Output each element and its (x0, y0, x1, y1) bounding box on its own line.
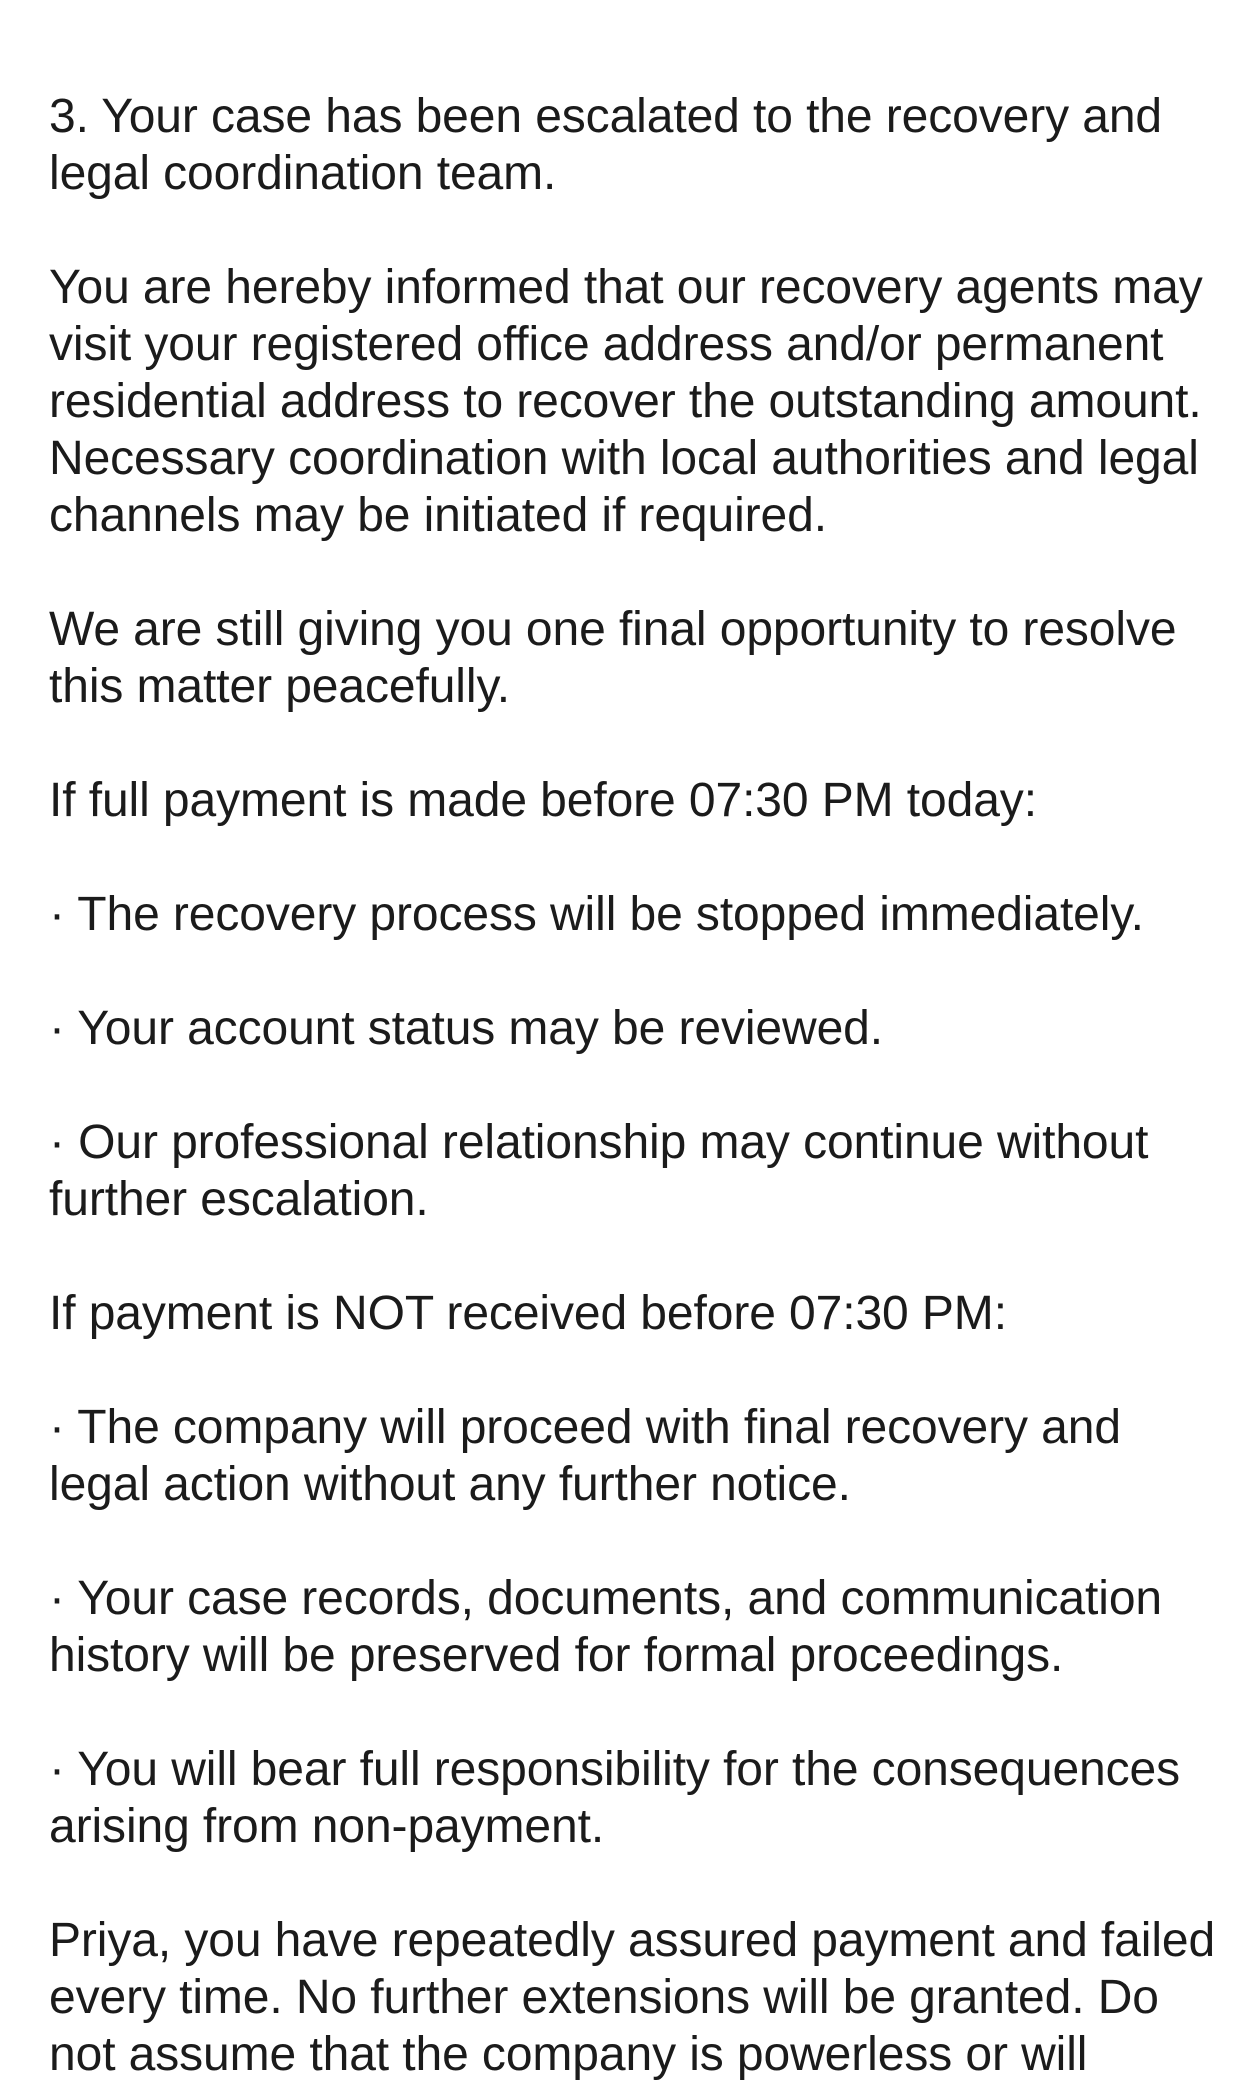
bullet-account-reviewed: · Your account status may be reviewed. (49, 1002, 883, 1055)
bullet-relationship-continue: · Our professional relationship may continue without further escalation. (49, 1116, 1149, 1226)
bullet-recovery-stopped: · The recovery process will be stopped immediately. (49, 888, 1144, 941)
bullet-full-responsibility: · You will bear full responsibility for the consequences arising from non-payment. (49, 1743, 1181, 1853)
bullet-legal-action: · The company will proceed with final recovery and legal action without any further notice. (49, 1401, 1121, 1511)
paragraph-addressed-to-priya: Priya, you have repeatedly assured payment and failed every time. No further extensions will be granted. Do not assume that the company is powerless or will (49, 1914, 1216, 2081)
paragraph-escalation: 3. Your case has been escalated to the recovery and legal coordination team. (49, 90, 1163, 200)
paragraph-final-opportunity: We are still giving you one final opportunity to resolve this matter peacefully. (49, 603, 1177, 713)
paragraph-if-not-paid-heading: If payment is NOT received before 07:30 PM: (49, 1287, 1007, 1340)
bullet-records-preserved: · Your case records, documents, and communication history will be preserved for formal proceedings. (49, 1572, 1163, 1682)
message-body (49, 88, 1224, 2083)
paragraph-recovery-agents: You are hereby informed that our recovery agents may visit your registered office address and/or permanent residential address to recover the outstanding amount. Necessary coordination with local authorities and legal channels may be initiated if required. (49, 261, 1203, 542)
paragraph-if-paid-heading: If full payment is made before 07:30 PM today: (49, 774, 1037, 827)
